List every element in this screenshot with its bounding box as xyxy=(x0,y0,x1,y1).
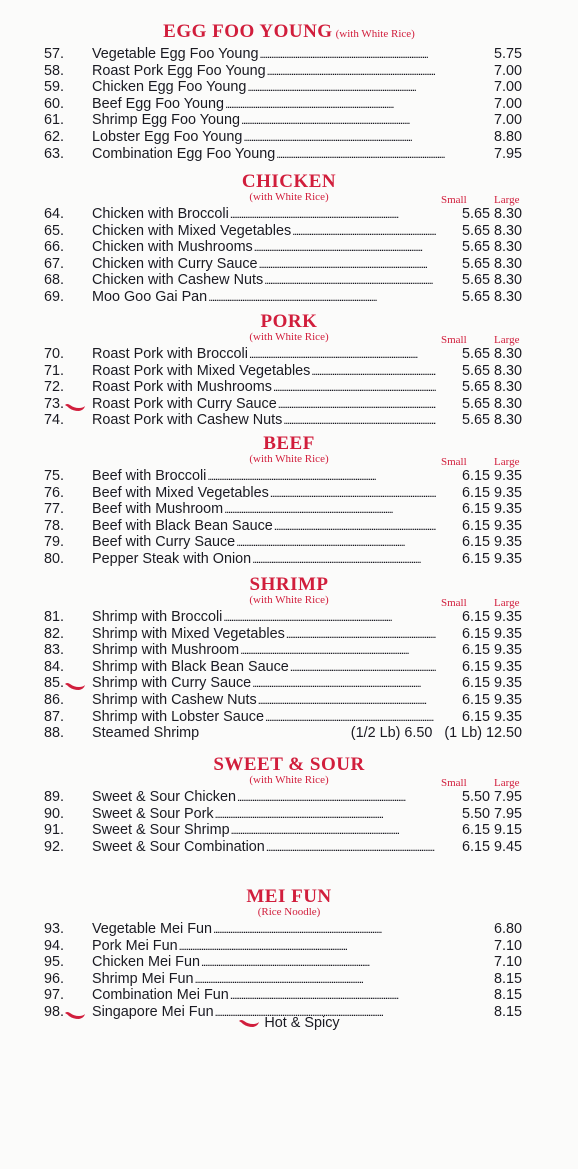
item-name: Shrimp Egg Foo Young xyxy=(92,112,241,129)
price-large: 9.35 xyxy=(493,534,522,551)
price-small: 5.65 xyxy=(461,222,490,239)
menu-item xyxy=(0,709,578,726)
item-name: Shrimp with Black Bean Sauce xyxy=(92,658,289,675)
large-label: Large xyxy=(494,597,520,609)
price-large: 8.30 xyxy=(493,395,522,412)
price-large: 8.30 xyxy=(493,346,522,362)
item-name: Shrimp with Curry Sauce xyxy=(92,675,252,692)
item-number: 78. xyxy=(44,517,65,534)
item-name: Beef with Mixed Vegetables xyxy=(92,484,269,501)
item-number: 76. xyxy=(44,484,65,501)
item-name: Shrimp with Mushroom xyxy=(92,642,240,659)
small-label: Small xyxy=(441,334,467,346)
item-list xyxy=(0,609,578,742)
item-name: Roast Pork Egg Foo Young xyxy=(92,62,266,79)
menu-item xyxy=(0,272,578,289)
menu-item xyxy=(0,534,578,551)
price: 8.80 xyxy=(493,128,522,145)
item-list xyxy=(0,468,578,568)
item-name: Pepper Steak with Onion xyxy=(92,550,252,567)
item-number: 82. xyxy=(44,625,65,642)
menu-item xyxy=(0,806,578,823)
menu-item xyxy=(0,412,578,429)
item-name: Vegetable Mei Fun xyxy=(92,921,213,937)
section-title: BEEF xyxy=(263,433,315,454)
menu-item xyxy=(0,921,578,938)
price-large: 9.35 xyxy=(493,501,522,518)
item-list xyxy=(0,346,578,429)
menu-item xyxy=(0,626,578,643)
item-number: 71. xyxy=(44,362,65,379)
item-number: 93. xyxy=(44,921,65,937)
price: 8.15 xyxy=(493,987,522,1004)
menu-item xyxy=(0,346,578,363)
price: 6.80 xyxy=(493,921,522,937)
price-small: 5.65 xyxy=(461,206,490,222)
section-title: MEI FUN xyxy=(246,886,332,907)
price-large: 9.45 xyxy=(493,838,522,855)
item-name: Chicken with Mushrooms xyxy=(92,239,253,256)
item-name-leader xyxy=(92,379,436,396)
item-name: Roast Pork with Broccoli xyxy=(92,346,248,362)
menu-item xyxy=(0,146,578,163)
price-small: 6.15 xyxy=(461,822,490,839)
item-name: Sweet & Sour Pork xyxy=(92,805,214,822)
menu-item xyxy=(0,79,578,96)
section-title: CHICKEN xyxy=(241,171,337,192)
price-large: 8.30 xyxy=(493,272,522,289)
price-small: 6.15 xyxy=(461,708,490,725)
item-name-leader xyxy=(92,642,436,659)
item-number: 69. xyxy=(44,288,65,305)
item-name-leader xyxy=(92,534,436,551)
chili-pepper-icon xyxy=(64,679,86,688)
item-name-leader xyxy=(92,501,436,518)
item-number: 98. xyxy=(44,1003,65,1020)
item-name: Combination Egg Foo Young xyxy=(92,145,276,162)
price-small: 5.65 xyxy=(461,288,490,305)
item-number: 87. xyxy=(44,708,65,725)
item-name-leader xyxy=(92,146,490,163)
legend xyxy=(0,1015,578,1031)
item-name-leader xyxy=(92,363,436,380)
price-small: 6.15 xyxy=(461,625,490,642)
item-name-leader xyxy=(92,272,436,289)
item-name-leader xyxy=(92,112,490,129)
menu-item xyxy=(0,63,578,80)
chili-pepper-icon xyxy=(238,1015,264,1031)
price-large: 9.35 xyxy=(493,550,522,567)
menu-item xyxy=(0,822,578,839)
item-list xyxy=(0,921,578,1021)
price-small: 5.65 xyxy=(461,412,490,429)
item-name: Combination Mei Fun xyxy=(92,987,229,1004)
menu-item xyxy=(0,129,578,146)
price-large: 8.30 xyxy=(493,255,522,272)
section-subtitle: (with White Rice) xyxy=(249,594,329,606)
menu-item xyxy=(0,675,578,692)
price-large: 9.15 xyxy=(493,822,522,839)
item-name: Steamed Shrimp xyxy=(92,725,200,742)
menu-item xyxy=(0,363,578,380)
menu-item xyxy=(0,789,578,806)
item-number: 85. xyxy=(44,675,65,692)
menu-item xyxy=(0,239,578,256)
item-name-leader xyxy=(92,96,490,113)
item-number: 83. xyxy=(44,642,65,659)
price: 7.95 xyxy=(493,145,522,162)
section-header xyxy=(0,22,578,42)
section-subtitle: (with White Rice) xyxy=(249,774,329,786)
item-name: Chicken with Curry Sauce xyxy=(92,255,258,272)
menu-item xyxy=(0,256,578,273)
section-beef xyxy=(0,433,578,567)
menu-item xyxy=(0,396,578,413)
item-name: Vegetable Egg Foo Young xyxy=(92,46,259,62)
item-name-leader xyxy=(92,938,490,955)
small-label: Small xyxy=(441,194,467,206)
price-large: 9.35 xyxy=(493,642,522,659)
price-small: 6.15 xyxy=(461,534,490,551)
price: 8.15 xyxy=(493,970,522,987)
item-name-leader xyxy=(92,412,436,429)
item-name: Roast Pork with Curry Sauce xyxy=(92,395,277,412)
menu-item xyxy=(0,954,578,971)
item-number: 81. xyxy=(44,609,65,625)
section-title: SHRIMP xyxy=(249,574,329,595)
item-name: Roast Pork with Mixed Vegetables xyxy=(92,362,311,379)
item-number: 92. xyxy=(44,838,65,855)
item-name: Roast Pork with Cashew Nuts xyxy=(92,412,283,429)
item-name: Chicken with Cashew Nuts xyxy=(92,272,264,289)
size-header xyxy=(0,774,578,789)
item-number: 61. xyxy=(44,112,65,129)
price-small: 5.65 xyxy=(461,255,490,272)
item-name-leader xyxy=(92,485,436,502)
price-large: 8.30 xyxy=(493,222,522,239)
item-number: 62. xyxy=(44,128,65,145)
section-subtitle: (with White Rice) xyxy=(335,28,415,40)
item-name-leader xyxy=(92,709,436,726)
item-name-leader xyxy=(92,129,490,146)
item-name-leader xyxy=(92,921,490,938)
section-chicken xyxy=(0,171,578,305)
item-name-leader xyxy=(92,675,436,692)
price-small: 6.15 xyxy=(461,691,490,708)
section-sweet-sour xyxy=(0,754,578,855)
price-small: 6.15 xyxy=(461,468,490,484)
item-number: 68. xyxy=(44,272,65,289)
menu-item xyxy=(0,987,578,1004)
price-small: 6.15 xyxy=(461,675,490,692)
item-name: Beef with Mushroom xyxy=(92,501,224,518)
price-small: 5.65 xyxy=(461,239,490,256)
item-name-leader xyxy=(92,346,436,363)
price-small: 6.15 xyxy=(461,642,490,659)
item-name-leader xyxy=(92,659,436,676)
item-number: 60. xyxy=(44,95,65,112)
item-number: 86. xyxy=(44,691,65,708)
item-name-leader xyxy=(92,63,490,80)
item-name: Sweet & Sour Chicken xyxy=(92,789,236,805)
price-small: 6.15 xyxy=(461,484,490,501)
section-title: EGG FOO YOUNG xyxy=(163,21,333,42)
item-number: 89. xyxy=(44,789,65,805)
price: 7.00 xyxy=(493,62,522,79)
price-small: 6.15 xyxy=(461,838,490,855)
small-label: Small xyxy=(441,456,467,468)
item-list xyxy=(0,206,578,306)
item-number: 70. xyxy=(44,346,65,362)
menu-item xyxy=(0,659,578,676)
item-name-leader xyxy=(92,954,490,971)
price-small: 5.65 xyxy=(461,395,490,412)
item-number: 96. xyxy=(44,970,65,987)
price-small: 5.65 xyxy=(461,346,490,362)
item-name-leader xyxy=(92,223,436,240)
item-name-leader xyxy=(92,789,436,806)
section-pork xyxy=(0,311,578,429)
price: 7.00 xyxy=(493,95,522,112)
item-name-leader xyxy=(92,239,436,256)
item-number: 91. xyxy=(44,822,65,839)
price: 8.15 xyxy=(493,1003,522,1020)
size-header xyxy=(0,331,578,346)
item-name: Lobster Egg Foo Young xyxy=(92,128,243,145)
menu-item xyxy=(0,938,578,955)
price-small: 5.65 xyxy=(461,379,490,396)
price-large: 9.35 xyxy=(493,609,522,625)
item-number: 74. xyxy=(44,412,65,429)
menu-item xyxy=(0,96,578,113)
section-title: PORK xyxy=(260,311,318,332)
section-subtitle: (with White Rice) xyxy=(249,331,329,343)
item-name-leader xyxy=(92,839,436,856)
size-header xyxy=(0,594,578,609)
small-label: Small xyxy=(441,777,467,789)
price-large: 7.95 xyxy=(493,789,522,805)
menu-item xyxy=(0,112,578,129)
item-number: 80. xyxy=(44,550,65,567)
price-large: 8.30 xyxy=(493,412,522,429)
item-name: Chicken Mei Fun xyxy=(92,954,200,971)
item-number: 59. xyxy=(44,79,65,96)
item-name: Shrimp with Broccoli xyxy=(92,609,223,625)
menu-item xyxy=(0,46,578,63)
item-name: Beef with Broccoli xyxy=(92,468,207,484)
section-subtitle: (with White Rice) xyxy=(249,453,329,465)
price-large: 7.95 xyxy=(493,805,522,822)
price-large: 9.35 xyxy=(493,625,522,642)
price-small: 5.50 xyxy=(461,805,490,822)
menu-item xyxy=(0,468,578,485)
price-small: 6.15 xyxy=(461,658,490,675)
item-list xyxy=(0,789,578,855)
price-small: 5.50 xyxy=(461,789,490,805)
item-name-leader xyxy=(92,971,490,988)
price-large: 8.30 xyxy=(493,239,522,256)
item-number: 75. xyxy=(44,468,65,484)
item-number: 58. xyxy=(44,62,65,79)
item-number: 90. xyxy=(44,805,65,822)
price-large: 8.30 xyxy=(493,288,522,305)
item-number: 64. xyxy=(44,206,65,222)
item-number: 77. xyxy=(44,501,65,518)
item-list xyxy=(0,46,578,162)
section-subtitle: (with White Rice) xyxy=(249,191,329,203)
item-name-leader xyxy=(92,396,436,413)
item-name-leader xyxy=(92,692,436,709)
item-name-leader xyxy=(92,256,436,273)
item-number: 63. xyxy=(44,145,65,162)
item-name: Shrimp with Cashew Nuts xyxy=(92,691,257,708)
item-number: 88. xyxy=(44,725,65,742)
menu-item xyxy=(0,206,578,223)
item-number: 57. xyxy=(44,46,65,62)
large-label: Large xyxy=(494,334,520,346)
item-name-leader xyxy=(92,626,436,643)
menu-item xyxy=(0,839,578,856)
menu-item xyxy=(0,692,578,709)
item-name-leader xyxy=(92,609,436,626)
price-large: 9.35 xyxy=(493,691,522,708)
section-subtitle: (Rice Noodle) xyxy=(257,906,321,918)
large-label: Large xyxy=(494,777,520,789)
price-small: 6.15 xyxy=(461,550,490,567)
item-name: Chicken with Broccoli xyxy=(92,206,229,222)
section-mei-fun xyxy=(0,886,578,1020)
item-name-leader xyxy=(92,551,436,568)
item-number: 66. xyxy=(44,239,65,256)
menu-item xyxy=(0,551,578,568)
item-number: 72. xyxy=(44,379,65,396)
item-number: 79. xyxy=(44,534,65,551)
item-name: Singapore Mei Fun xyxy=(92,1003,214,1020)
price-small: 6.15 xyxy=(461,517,490,534)
section-header xyxy=(0,887,578,918)
item-number: 73. xyxy=(44,395,65,412)
price: 7.00 xyxy=(493,112,522,129)
menu-item xyxy=(0,501,578,518)
price: 5.75 xyxy=(493,46,522,62)
item-name: Roast Pork with Mushrooms xyxy=(92,379,272,396)
item-name-leader xyxy=(92,806,436,823)
section-title: SWEET & SOUR xyxy=(213,754,365,775)
price-small: 6.15 xyxy=(461,609,490,625)
small-label: Small xyxy=(441,597,467,609)
price-large: 8.30 xyxy=(493,206,522,222)
item-name: Beef with Black Bean Sauce xyxy=(92,517,273,534)
item-name: Pork Mei Fun xyxy=(92,937,178,954)
item-name: Chicken Egg Foo Young xyxy=(92,79,247,96)
item-name-leader xyxy=(92,822,436,839)
price-large: 9.35 xyxy=(493,658,522,675)
price-large: 8.30 xyxy=(493,379,522,396)
menu-item xyxy=(0,609,578,626)
price: 7.10 xyxy=(493,937,522,954)
price-small: 5.65 xyxy=(461,362,490,379)
item-name: Beef with Curry Sauce xyxy=(92,534,236,551)
price-small: 6.15 xyxy=(461,501,490,518)
menu-item xyxy=(0,642,578,659)
item-name: Chicken with Mixed Vegetables xyxy=(92,222,292,239)
item-name-leader xyxy=(92,206,436,223)
item-number: 84. xyxy=(44,658,65,675)
price-small: 5.65 xyxy=(461,272,490,289)
size-header xyxy=(0,191,578,206)
item-number: 65. xyxy=(44,222,65,239)
menu-item xyxy=(0,518,578,535)
legend-label: Hot & Spicy xyxy=(264,1015,340,1031)
item-name-leader xyxy=(92,468,436,485)
price: 7.00 xyxy=(493,79,522,96)
price-large: 9.35 xyxy=(493,484,522,501)
item-number: 97. xyxy=(44,987,65,1004)
item-name: Beef Egg Foo Young xyxy=(92,95,225,112)
item-name: Moo Goo Gai Pan xyxy=(92,288,208,305)
large-label: Large xyxy=(494,194,520,206)
section-shrimp xyxy=(0,574,578,742)
item-name: Sweet & Sour Shrimp xyxy=(92,822,230,839)
item-name: Shrimp Mei Fun xyxy=(92,970,194,987)
item-name-leader xyxy=(92,987,490,1004)
item-name: Shrimp with Lobster Sauce xyxy=(92,708,264,725)
item-name: Sweet & Sour Combination xyxy=(92,838,265,855)
item-number: 95. xyxy=(44,954,65,971)
menu-item xyxy=(0,379,578,396)
price-large: 9.35 xyxy=(493,675,522,692)
item-name-leader xyxy=(92,46,490,63)
price-large: 9.35 xyxy=(493,517,522,534)
item-price-detail: (1/2 Lb) 6.50 (1 Lb) 12.50 xyxy=(350,725,522,742)
section-egg-foo-young xyxy=(0,21,578,162)
item-name-leader xyxy=(92,518,436,535)
price-large: 8.30 xyxy=(493,362,522,379)
menu-item xyxy=(0,289,578,306)
price-large: 9.35 xyxy=(493,468,522,484)
size-header xyxy=(0,453,578,468)
menu-item xyxy=(0,223,578,240)
large-label: Large xyxy=(494,456,520,468)
menu-item xyxy=(0,971,578,988)
chili-pepper-icon xyxy=(64,400,86,409)
item-number: 67. xyxy=(44,255,65,272)
price-large: 9.35 xyxy=(493,708,522,725)
menu-item xyxy=(0,725,578,742)
item-number: 94. xyxy=(44,937,65,954)
menu-item xyxy=(0,485,578,502)
item-name-leader xyxy=(92,289,436,306)
item-name: Shrimp with Mixed Vegetables xyxy=(92,625,285,642)
price: 7.10 xyxy=(493,954,522,971)
item-name-leader xyxy=(92,79,490,96)
